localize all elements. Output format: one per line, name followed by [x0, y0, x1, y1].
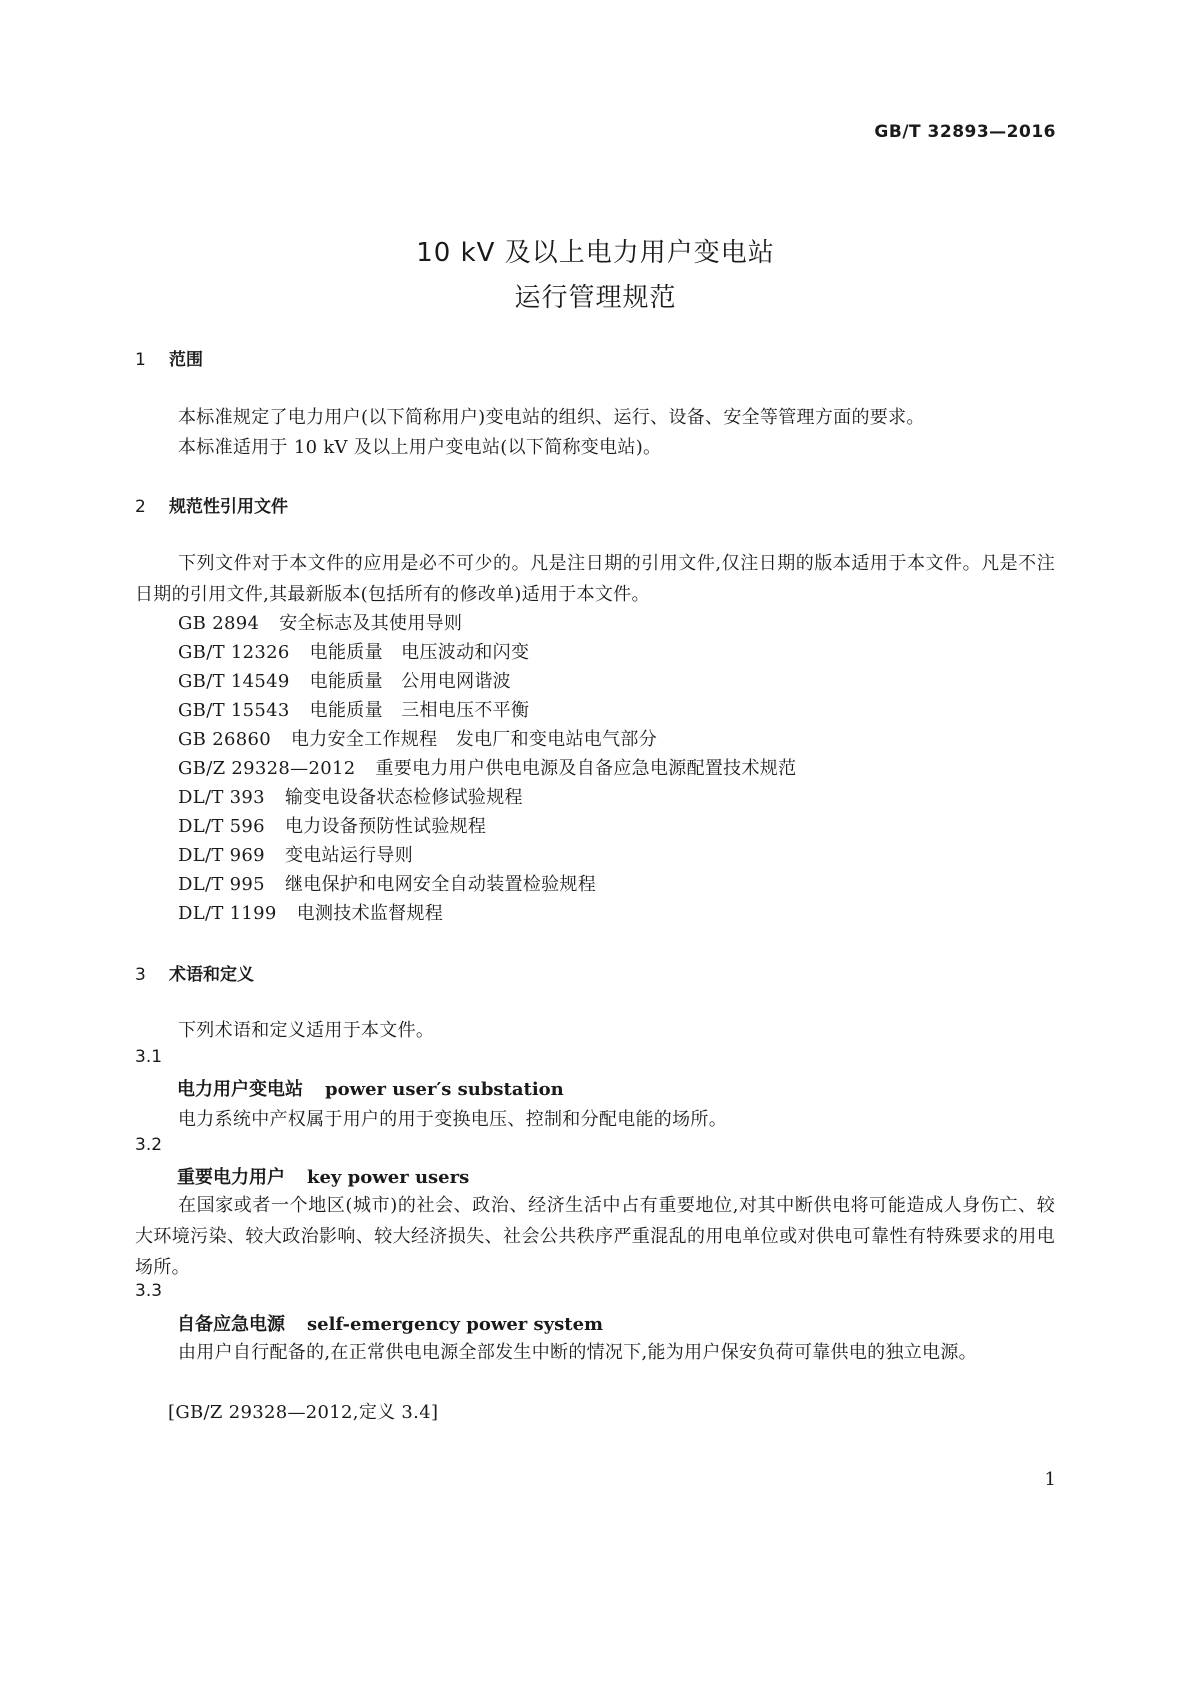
reference-code: GB 2894 — [178, 613, 260, 634]
reference-title: 电测技术监督规程 — [296, 903, 444, 924]
reference-code: GB/T 15543 — [178, 700, 290, 721]
term-title-zh: 重要电力用户 — [177, 1167, 285, 1188]
reference-title: 安全标志及其使用导则 — [279, 613, 463, 634]
reference-title: 电能质量 公用电网谐波 — [309, 671, 511, 692]
reference-code: GB/T 14549 — [178, 671, 290, 692]
reference-code: DL/T 1199 — [178, 903, 277, 924]
reference-title: 电能质量 三相电压不平衡 — [309, 700, 530, 721]
reference-code: GB 26860 — [178, 729, 271, 750]
section-number: 1 — [135, 350, 146, 370]
reference-code: GB/Z 29328—2012 — [178, 758, 356, 779]
section-heading-scope — [135, 345, 203, 370]
reference-code: DL/T 393 — [178, 787, 265, 808]
reference-title: 输变电设备状态检修试验规程 — [284, 787, 523, 808]
term-title-zh: 电力用户变电站 — [177, 1079, 303, 1100]
term-title — [177, 1163, 469, 1189]
reference-item — [178, 811, 486, 842]
term-title-en: key power users — [307, 1167, 470, 1188]
reference-title: 电能质量 电压波动和闪变 — [309, 642, 530, 663]
term-number: 3.2 — [135, 1135, 163, 1155]
section-heading-terms-and-definitions — [135, 960, 254, 985]
term-title — [177, 1075, 564, 1101]
section-title: 规范性引用文件 — [169, 497, 288, 517]
term-number: 3.3 — [135, 1281, 163, 1301]
reference-title: 电力安全工作规程 发电厂和变电站电气部分 — [291, 729, 657, 750]
reference-item — [178, 898, 443, 929]
reference-item — [178, 637, 529, 668]
references-intro-paragraph: 下列文件对于本文件的应用是必不可少的。凡是注日期的引用文件,仅注日期的版本适用于本文件。凡是不注日期的引用文件,其最新版本(包括所有的修改单)适用于本文件。 — [135, 553, 1055, 605]
term-definition: 在国家或者一个地区(城市)的社会、政治、经济生活中占有重要地位,对其中断供电将可能造成人身伤亡、较大环境污染、较大政治影响、较大经济损失、社会公共秩序严重混乱的用电单位或对供电可靠性有特殊要求的用电场所。 — [135, 1195, 1055, 1278]
section-number: 3 — [135, 965, 146, 985]
term-definition: 电力系统中产权属于用户的用于变换电压、控制和分配电能的场所。 — [178, 1109, 727, 1130]
document-title-line2: 运行管理规范 — [514, 283, 677, 313]
reference-title: 继电保护和电网安全自动装置检验规程 — [284, 874, 597, 895]
document-title-line1: 10 kV 及以上电力用户变电站 — [416, 238, 775, 268]
reference-code: DL/T 596 — [178, 816, 265, 837]
term-title-zh: 自备应急电源 — [177, 1314, 285, 1335]
term-title-en: self-emergency power system — [307, 1314, 604, 1335]
reference-code: DL/T 969 — [178, 845, 265, 866]
section-heading-normative-references — [135, 492, 288, 517]
scope-paragraph-1: 本标准规定了电力用户(以下简称用户)变电站的组织、运行、设备、安全等管理方面的要求。 — [178, 407, 925, 428]
reference-title: 重要电力用户供电电源及自备应急电源配置技术规范 — [375, 758, 797, 779]
section-number: 2 — [135, 497, 146, 517]
section-title: 术语和定义 — [169, 965, 254, 985]
scope-paragraph-2: 本标准适用于 10 kV 及以上用户变电站(以下简称变电站)。 — [178, 437, 662, 458]
page-number: 1 — [1044, 1469, 1056, 1490]
standard-code: GB/T 32893—2016 — [874, 122, 1056, 142]
reference-item — [178, 695, 529, 726]
reference-item — [178, 869, 596, 900]
reference-title: 电力设备预防性试验规程 — [284, 816, 487, 837]
reference-item — [178, 666, 511, 697]
reference-item — [178, 753, 796, 784]
term-title — [177, 1310, 603, 1336]
term-title-en: power user′s substation — [325, 1079, 564, 1100]
reference-code: DL/T 995 — [178, 874, 265, 895]
reference-title: 变电站运行导则 — [284, 845, 414, 866]
reference-item — [178, 840, 413, 871]
section-title: 范围 — [169, 350, 203, 370]
reference-code: GB/T 12326 — [178, 642, 290, 663]
term-definition: 由用户自行配备的,在正常供电电源全部发生中断的情况下,能为用户保安负荷可靠供电的独立电源。 — [178, 1342, 977, 1363]
term-source: [GB/Z 29328—2012,定义 3.4] — [168, 1402, 439, 1423]
reference-item — [178, 782, 523, 813]
terms-intro-paragraph: 下列术语和定义适用于本文件。 — [178, 1020, 435, 1041]
reference-item — [178, 724, 657, 755]
reference-item — [178, 608, 462, 639]
term-number: 3.1 — [135, 1047, 163, 1067]
